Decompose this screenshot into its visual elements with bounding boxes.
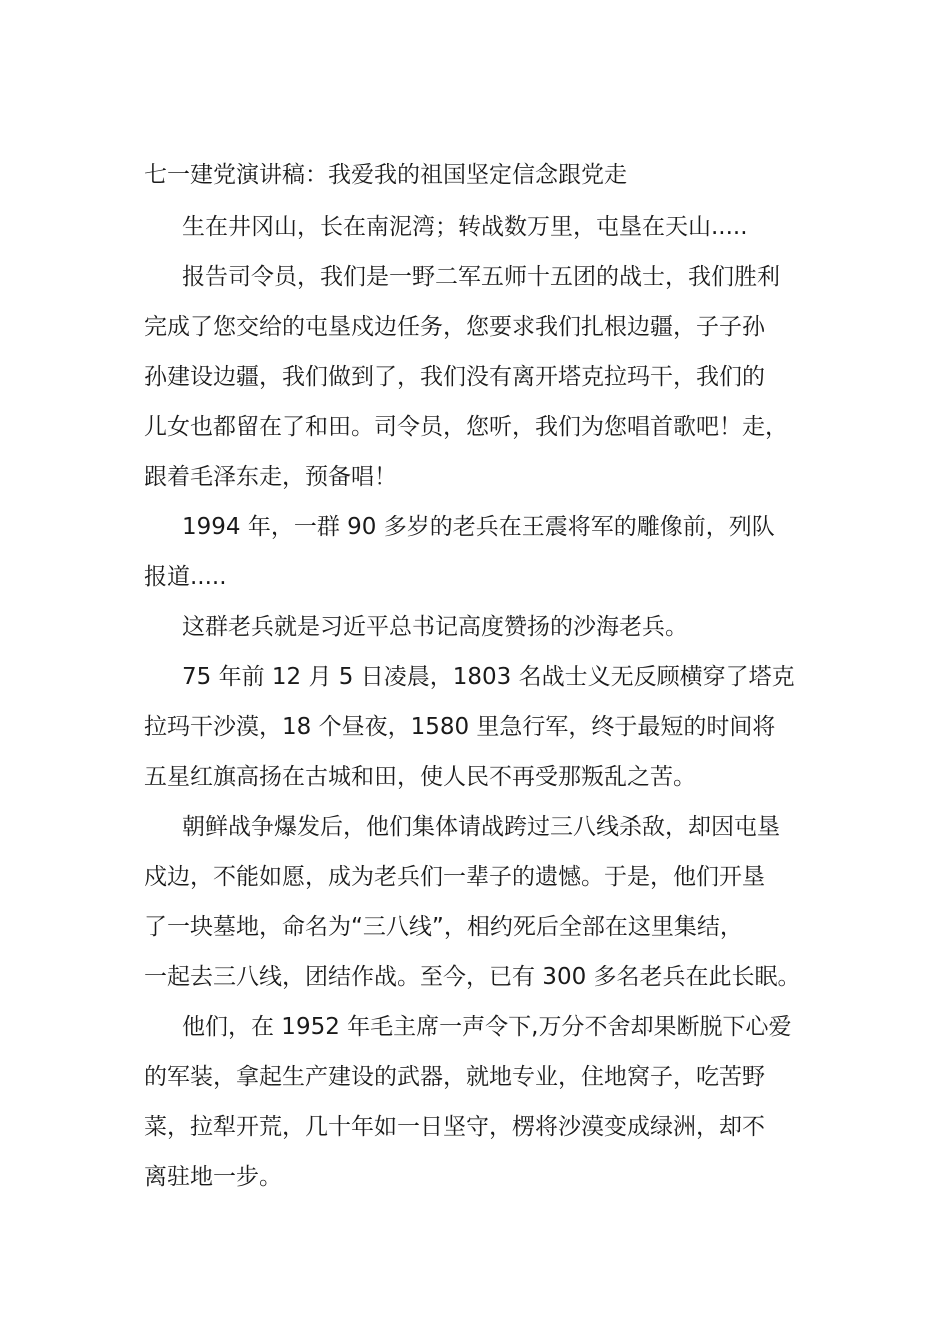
text-line: 菜，拉犁开荒，几十年如一日坚守，楞将沙漠变成绿洲，却不: [144, 1114, 765, 1140]
paragraph-1: [144, 202, 808, 252]
text-line: 儿女也都留在了和田。司令员，您听，我们为您唱首歌吧！走，: [144, 414, 788, 440]
text-line: 1994 年，一群 90 多岁的老兵在王震将军的雕像前，列队: [182, 514, 775, 540]
paragraph-3: [144, 502, 808, 602]
paragraph-4: [144, 602, 808, 652]
text-line: 他们，在 1952 年毛主席一声令下,万分不舍却果断脱下心爱: [182, 1014, 792, 1040]
text-line: 跟着毛泽东走，预备唱！: [144, 464, 397, 490]
text-line: 生在井冈山，长在南泥湾；转战数万里，屯垦在天山.....: [182, 214, 748, 240]
text-line: 完成了您交给的屯垦戍边任务，您要求我们扎根边疆，子子孙: [144, 314, 765, 340]
document-title: 七一建党演讲稿：我爱我的祖国坚定信念跟党走: [144, 162, 627, 188]
paragraph-2: [144, 252, 808, 502]
paragraph-5: [144, 652, 808, 802]
text-line: 戍边，不能如愿，成为老兵们一辈子的遗憾。于是，他们开垦: [144, 864, 765, 890]
paragraph-6: [144, 802, 808, 1002]
text-line: 孙建设边疆，我们做到了，我们没有离开塔克拉玛干，我们的: [144, 364, 765, 390]
text-line: 75 年前 12 月 5 日凌晨，1803 名战士义无反顾横穿了塔克: [182, 664, 795, 690]
text-line: 一起去三八线，团结作战。至今，已有 300 多名老兵在此长眠。: [144, 964, 801, 990]
text-line: 报道.....: [144, 564, 227, 590]
text-line: 五星红旗高扬在古城和田，使人民不再受那叛乱之苦。: [144, 764, 696, 790]
text-line: 这群老兵就是习近平总书记高度赞扬的沙海老兵。: [182, 614, 688, 640]
text-line: 报告司令员，我们是一野二军五师十五团的战士，我们胜利: [182, 264, 780, 290]
text-line: 朝鲜战争爆发后，他们集体请战跨过三八线杀敌，却因屯垦: [182, 814, 780, 840]
text-line: 了一块墓地，命名为“三八线”，相约死后全部在这里集结，: [144, 914, 743, 940]
text-line: 的军装，拿起生产建设的武器，就地专业，住地窝子，吃苦野: [144, 1064, 765, 1090]
text-line: 离驻地一步。: [144, 1164, 282, 1190]
text-line: 拉玛干沙漠，18 个昼夜，1580 里急行军，终于最短的时间将: [144, 714, 776, 740]
paragraph-7: [144, 1002, 808, 1202]
document-body: [144, 152, 808, 1202]
